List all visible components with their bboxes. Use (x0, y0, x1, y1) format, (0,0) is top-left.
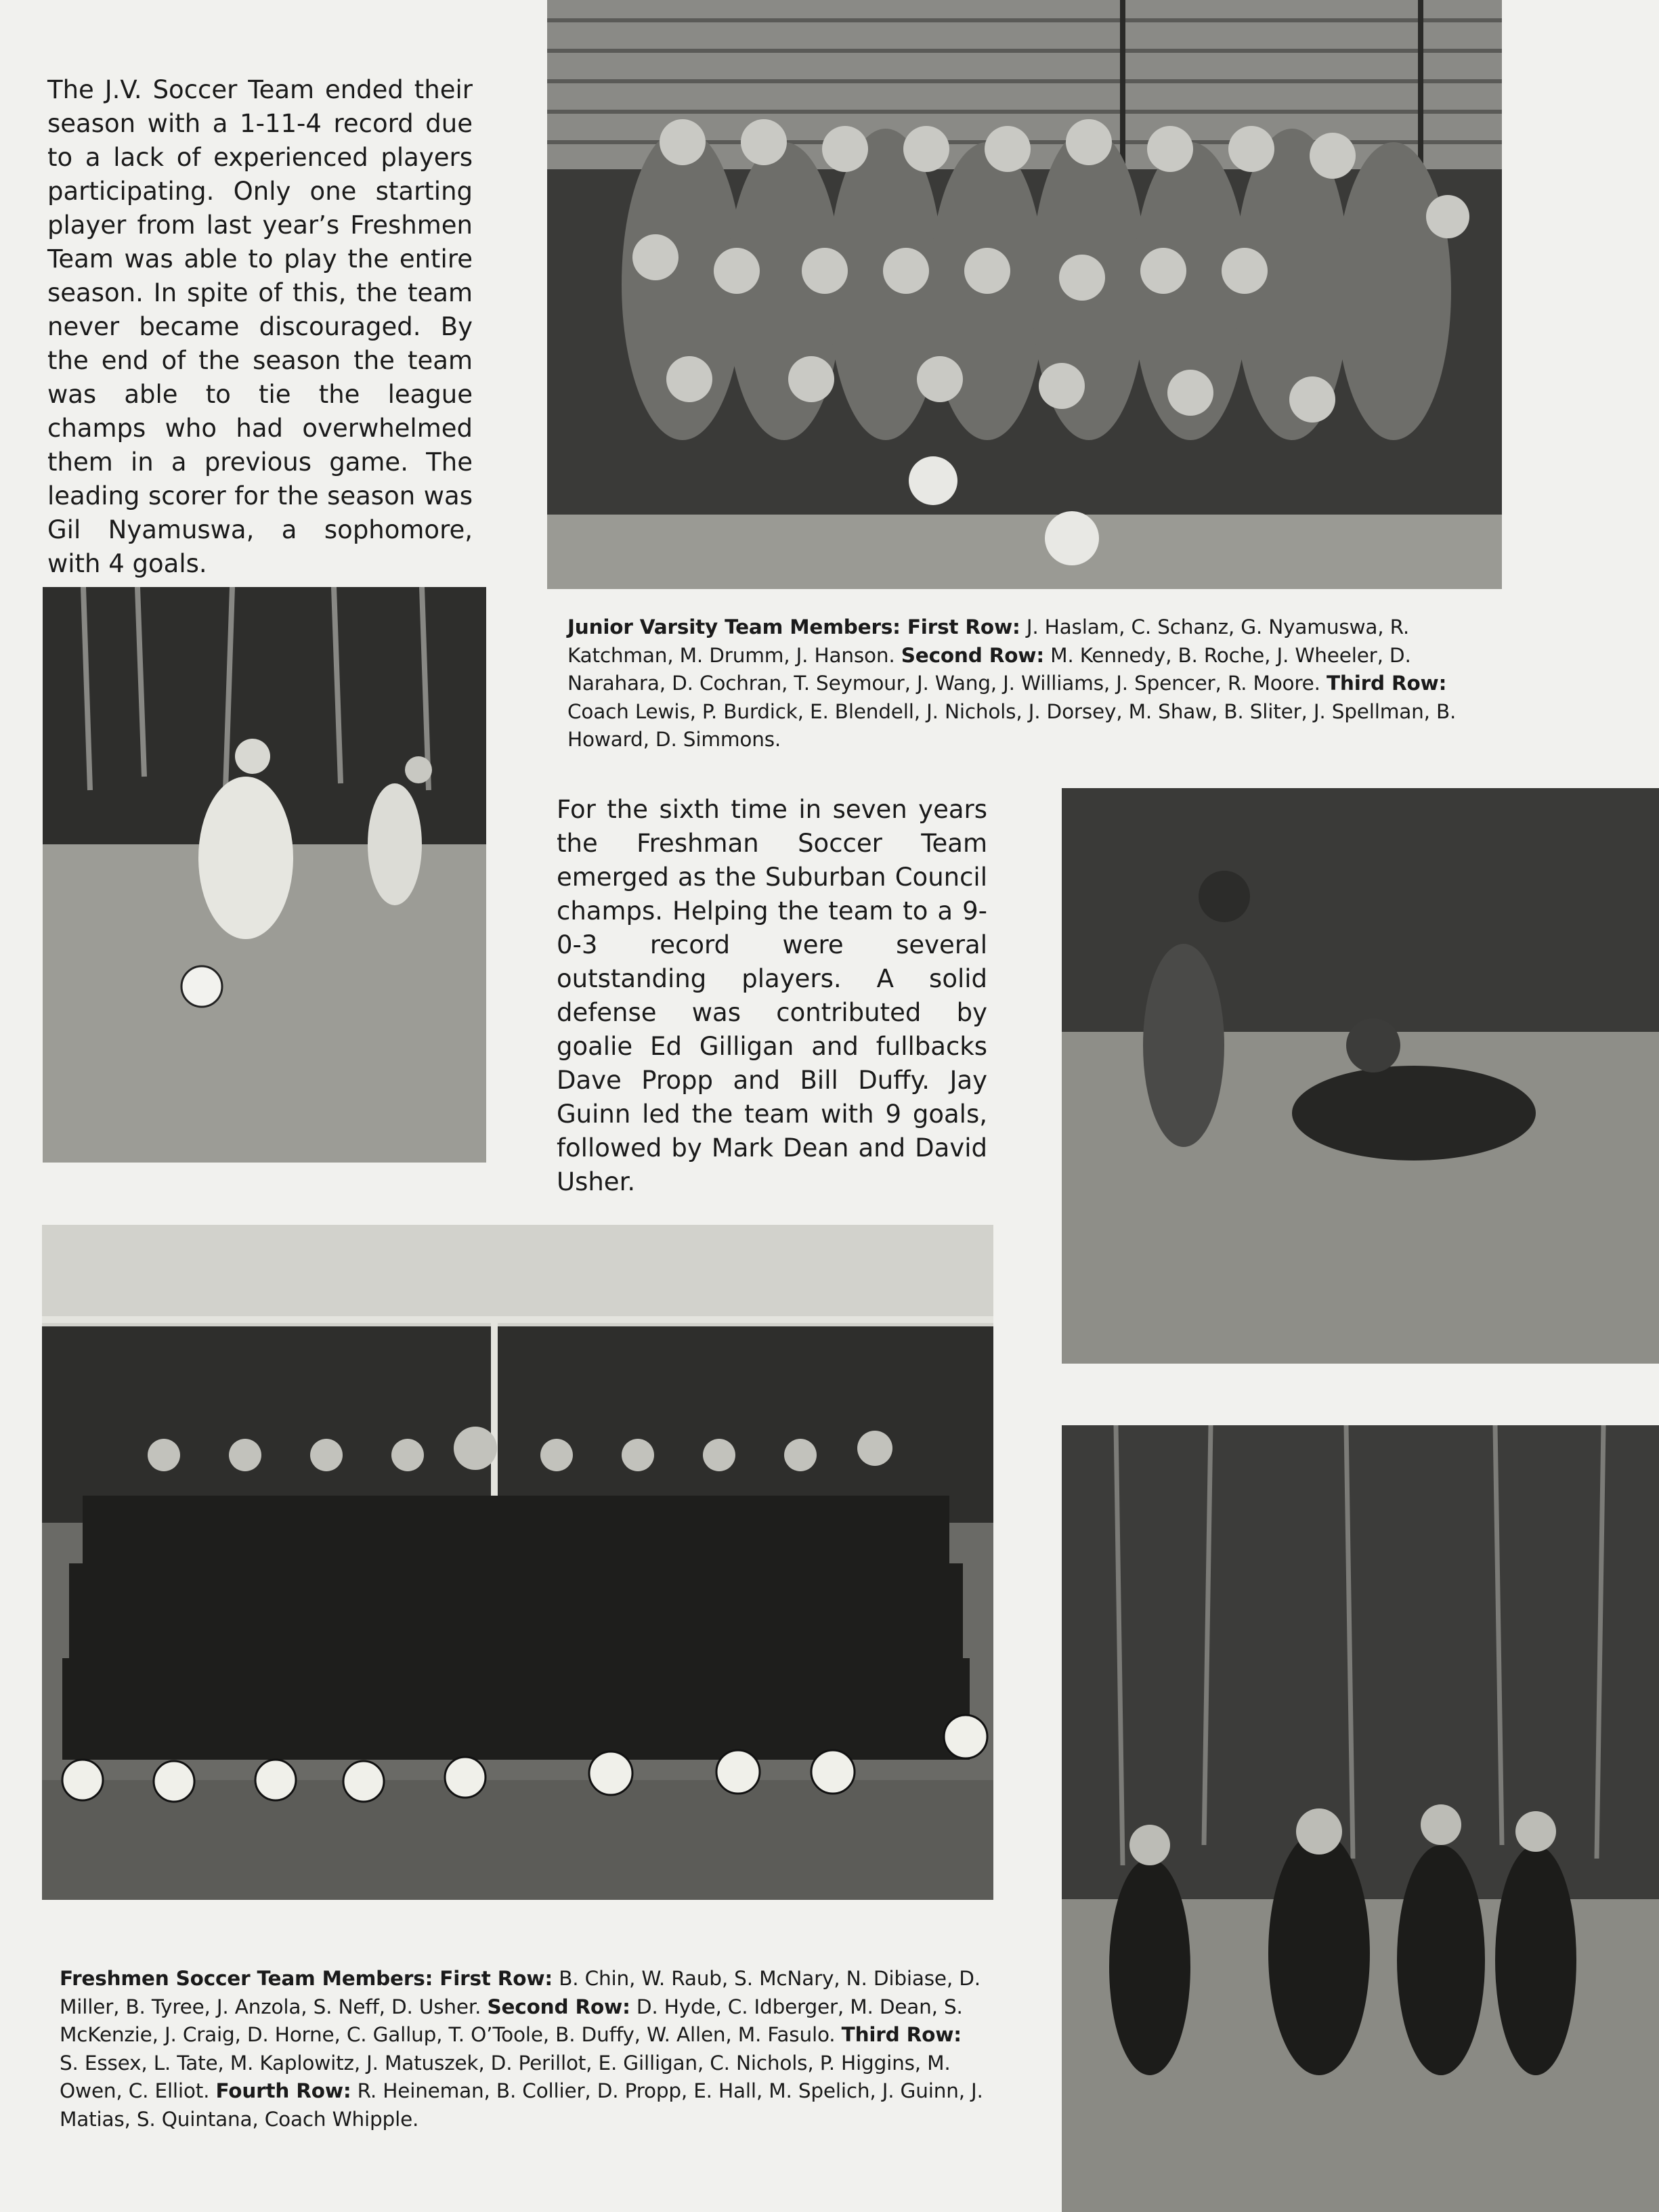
freshman-story-text: For the sixth time in seven years the Freshman Soccer Team emerged as the Suburban Council champs. Helping the team to a 9-0-3 record were several outstanding players. A solid defense was contributed by goalie Ed Gilligan and fullbacks Dave Propp and Bill Duffy. Jay Guinn led the team with 9 goals, followed by Mark Dean and David Usher. (557, 795, 987, 1196)
jv-action-photo (43, 587, 486, 1163)
caption-names: R. Heineman, B. Collier, D. Propp, E. Hall, M. Spelich, J. Guinn, J. Matias, S. Quintana, Coach Whipple. (60, 2079, 983, 2131)
caption-names: B. Chin, W. Raub, S. McNary, N. Dibiase, D. Miller, B. Tyree, J. Anzola, S. Neff, D. Usher. (60, 1967, 981, 2018)
caption-label: Third Row: (1326, 672, 1447, 695)
caption-label: Second Row: (487, 1995, 630, 2018)
caption-label: Junior Varsity Team Members: First Row: (567, 615, 1020, 638)
freshman-action-photo-bottom (1062, 1425, 1659, 2212)
jv-team-photo (547, 0, 1502, 589)
freshman-action-photo-top (1062, 788, 1659, 1364)
caption-names: J. Haslam, C. Schanz, G. Nyamuswa, R. Katchman, M. Drumm, J. Hanson. (567, 615, 1410, 667)
caption-label: Third Row: (841, 2023, 962, 2046)
caption-label: Second Row: (901, 643, 1044, 667)
caption-label: Fourth Row: (215, 2079, 351, 2102)
freshman-team-photo (42, 1225, 993, 1900)
jv-story-text: The J.V. Soccer Team ended their season with a 1-11-4 record due to a lack of experienced players participating. Only one starting player from last year’s Freshmen Team was able to play the entire season. In spite of this, the team never became discouraged. By the end of the season the team was able to tie the league champs who had overwhelmed them in a previous game. The leading scorer for the season was Gil Nyamuswa, a sophomore, with 4 goals. (47, 75, 473, 578)
caption-names: M. Kennedy, B. Roche, J. Wheeler, D. Narahara, D. Cochran, T. Seymour, J. Wang, J. Williams, J. Spencer, R. Moore. (567, 643, 1411, 695)
jv-team-caption (567, 613, 1496, 754)
freshman-team-caption (60, 1965, 985, 2133)
caption-label: Freshmen Soccer Team Members: First Row: (60, 1967, 553, 1990)
caption-names: D. Hyde, C. Idberger, M. Dean, S. McKenzie, J. Craig, D. Horne, C. Gallup, T. O’Toole, B. Duffy, W. Allen, M. Fasulo. (60, 1995, 963, 2046)
caption-names: Coach Lewis, P. Burdick, E. Blendell, J. Nichols, J. Dorsey, M. Shaw, B. Sliter, J. Spellman, B. Howard, D. Simmons. (567, 699, 1457, 751)
caption-names: S. Essex, L. Tate, M. Kaplowitz, J. Matuszek, D. Perillot, E. Gilligan, C. Nichols, P. Higgins, M. Owen, C. Elliot. (60, 2051, 951, 2102)
